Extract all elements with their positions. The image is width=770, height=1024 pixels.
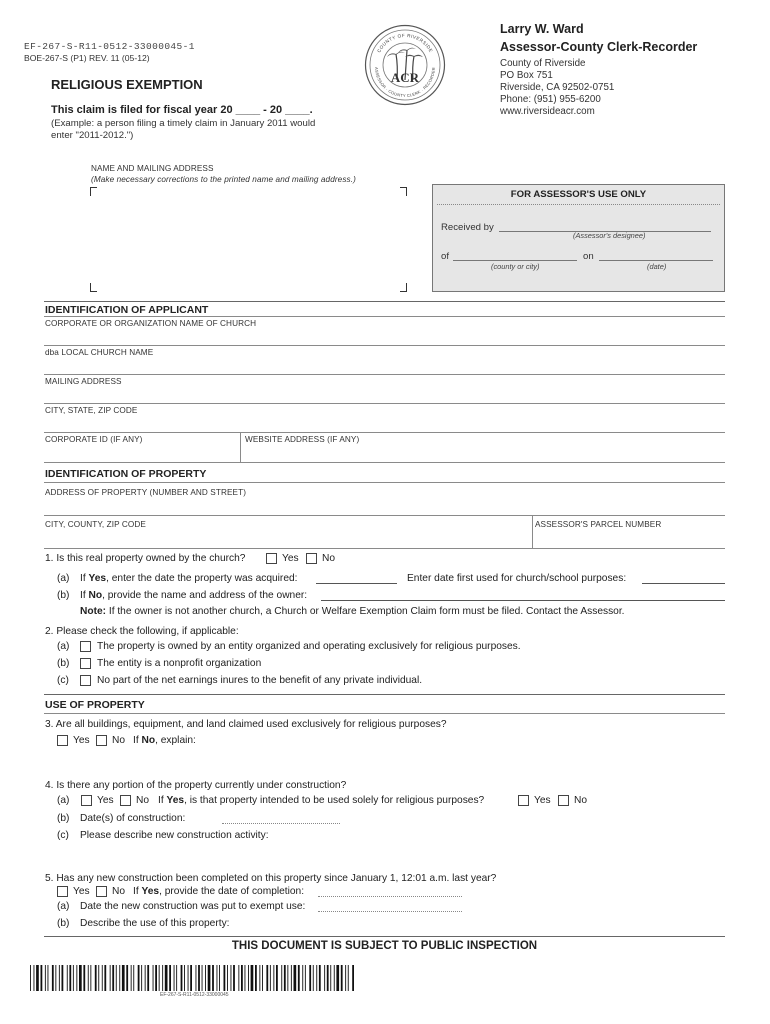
- q5-yes-checkbox[interactable]: [57, 886, 68, 897]
- mailing-address-note: (Make necessary corrections to the printed name and mailing address.): [91, 175, 356, 184]
- barcode-bar: [119, 965, 120, 991]
- address-corner-mark: [400, 187, 407, 196]
- q4c-label: (c): [57, 830, 69, 841]
- barcode-bar: [196, 965, 197, 991]
- q4a-label: (a): [57, 795, 70, 806]
- barcode-bar: [305, 965, 306, 991]
- q1-no-checkbox[interactable]: [306, 553, 317, 564]
- on-label: on: [583, 251, 594, 262]
- q2b-text: The entity is a nonprofit organization: [97, 658, 262, 669]
- barcode-bar: [319, 965, 321, 991]
- applicant-heading: IDENTIFICATION OF APPLICANT: [45, 304, 209, 316]
- church-name-label: CORPORATE OR ORGANIZATION NAME OF CHURCH: [45, 319, 257, 328]
- barcode-bar: [302, 965, 303, 991]
- section-rule: [44, 694, 725, 695]
- barcode-bar: [90, 965, 91, 991]
- barcode-bar: [147, 965, 149, 991]
- barcode-bar: [73, 965, 74, 991]
- barcode-bar: [95, 965, 97, 991]
- address-corner-mark: [90, 283, 97, 292]
- barcode-bar: [190, 965, 192, 991]
- q5-completion-date-field[interactable]: [318, 896, 462, 897]
- q4-yes-checkbox[interactable]: [81, 795, 92, 806]
- q3-no-checkbox[interactable]: [96, 735, 107, 746]
- q5-completion-label: If Yes, provide the date of completion:: [133, 886, 305, 897]
- corporate-id-website-field[interactable]: [44, 462, 725, 463]
- assessor-name: Larry W. Ward: [500, 22, 584, 36]
- barcode-bar: [255, 965, 257, 991]
- barcode-bar: [184, 965, 185, 991]
- barcode-bar: [294, 965, 297, 991]
- q4a-text: If Yes, is that property intended to be used solely for religious purposes?: [158, 795, 485, 806]
- barcode-bar: [153, 965, 154, 991]
- barcode-bar: [324, 965, 325, 991]
- barcode-bar: [287, 965, 288, 991]
- q1b-owner-field[interactable]: [321, 600, 725, 601]
- barcode-bar: [327, 965, 329, 991]
- q2a-checkbox[interactable]: [80, 641, 91, 652]
- barcode-bar: [202, 965, 203, 991]
- barcode-bar: [273, 965, 274, 991]
- barcode-bar: [266, 965, 268, 991]
- corporate-id-label: CORPORATE ID (IF ANY): [45, 435, 143, 444]
- seal-initials: ACR: [390, 70, 420, 85]
- barcode: [30, 965, 355, 991]
- q1-yes-label: Yes: [282, 553, 299, 564]
- q5a-date-field[interactable]: [318, 911, 462, 912]
- county-city-field[interactable]: [453, 260, 577, 261]
- form-title: RELIGIOUS EXEMPTION: [51, 77, 203, 92]
- contact-county: County of Riverside: [500, 58, 586, 69]
- barcode-bar: [45, 965, 46, 991]
- fiscal-year-line: This claim is filed for fiscal year 20 ____ - 20 ____.: [51, 104, 313, 116]
- barcode-bar: [348, 965, 349, 991]
- barcode-bar: [102, 965, 103, 991]
- city-state-zip-field[interactable]: [44, 432, 725, 433]
- barcode-bar: [41, 965, 43, 991]
- barcode-bar: [352, 965, 354, 991]
- form-id: EF-267-S-R11-0512-33000045-1: [24, 41, 195, 52]
- website-label: WEBSITE ADDRESS (IF ANY): [245, 435, 360, 444]
- barcode-bar: [205, 965, 206, 991]
- section-rule: [44, 713, 725, 714]
- q1-note: Note: If the owner is not another church, a Church or Welfare Exemption Claim form must be filed. Contact the Assessor.: [80, 606, 625, 617]
- q3-explain-label: If No, explain:: [133, 735, 196, 746]
- q1a-text: If Yes, enter the date the property was acquired:: [80, 573, 298, 584]
- date-field[interactable]: [599, 260, 713, 261]
- barcode-bar: [181, 965, 183, 991]
- q5-yes-label: Yes: [73, 886, 90, 897]
- barcode-bar: [313, 965, 314, 991]
- q5-no-checkbox[interactable]: [96, 886, 107, 897]
- barcode-bar: [212, 965, 214, 991]
- assessor-box-title: FOR ASSESSOR'S USE ONLY: [510, 189, 647, 200]
- contact-city: Riverside, CA 92502-0751: [500, 82, 615, 93]
- q2a-text: The property is owned by an entity organized and operating exclusively for religious purposes.: [97, 641, 521, 652]
- q1a-acquired-date-field[interactable]: [316, 583, 397, 584]
- field-divider: [532, 515, 533, 548]
- barcode-bar: [262, 965, 263, 991]
- fiscal-example-line-2: enter "2011-2012."): [51, 130, 134, 141]
- seal-ring-bottom: ASSESSOR · COUNTY CLERK · RECORDER: [373, 66, 437, 99]
- q2-text: 2. Please check the following, if applicable:: [45, 626, 239, 637]
- barcode-bar: [48, 965, 49, 991]
- contact-website[interactable]: www.riversideacr.com: [500, 106, 595, 117]
- barcode-bar: [291, 965, 292, 991]
- barcode-bar: [98, 965, 99, 991]
- barcode-bar: [116, 965, 117, 991]
- public-inspection-banner: THIS DOCUMENT IS SUBJECT TO PUBLIC INSPECTION: [231, 940, 538, 952]
- q1-yes-checkbox[interactable]: [266, 553, 277, 564]
- q4a-no-label: No: [574, 795, 588, 806]
- address-corner-mark: [400, 283, 407, 292]
- q3-text: 3. Are all buildings, equipment, and land claimed used exclusively for religious purposes?: [45, 719, 447, 730]
- q1b-label: (b): [57, 590, 70, 601]
- barcode-bar: [174, 965, 175, 991]
- section-rule: [44, 482, 725, 483]
- barcode-bar: [217, 965, 218, 991]
- city-county-zip-label: CITY, COUNTY, ZIP CODE: [45, 520, 146, 529]
- barcode-bar: [276, 965, 278, 991]
- barcode-bar: [110, 965, 111, 991]
- barcode-bar: [316, 965, 317, 991]
- barcode-bar: [309, 965, 311, 991]
- barcode-bar: [131, 965, 132, 991]
- received-by-label: Received by: [441, 222, 494, 233]
- barcode-bar: [55, 965, 56, 991]
- barcode-bar: [227, 965, 228, 991]
- barcode-bar: [122, 965, 125, 991]
- barcode-bar: [208, 965, 211, 991]
- barcode-bar: [30, 965, 31, 991]
- fiscal-example-line-1: (Example: a person filing a timely claim in January 2011 would: [51, 118, 316, 129]
- date-caption: (date): [647, 262, 667, 271]
- section-rule: [44, 301, 725, 302]
- q4-yes-label: Yes: [97, 795, 114, 806]
- contact-phone: Phone: (951) 955-6200: [500, 94, 601, 105]
- barcode-bar: [233, 965, 235, 991]
- barcode-bar: [165, 965, 168, 991]
- barcode-bar: [330, 965, 331, 991]
- q1-text: 1. Is this real property owned by the church?: [45, 553, 246, 564]
- barcode-bar: [270, 965, 271, 991]
- seal-ring-top: COUNTY OF RIVERSIDE: [376, 32, 434, 54]
- barcode-bar: [76, 965, 77, 991]
- barcode-bar: [112, 965, 114, 991]
- barcode-bar: [36, 965, 39, 991]
- church-name-field[interactable]: [44, 345, 725, 346]
- footer-rule: [44, 936, 725, 937]
- barcode-bar: [259, 965, 260, 991]
- q1b-text: If No, provide the name and address of the owner:: [80, 590, 308, 601]
- barcode-bar: [231, 965, 232, 991]
- q4-text: 4. Is there any portion of the property currently under construction?: [45, 780, 347, 791]
- barcode-bar: [83, 965, 85, 991]
- q4-no-checkbox[interactable]: [120, 795, 131, 806]
- barcode-bar: [162, 965, 163, 991]
- q2b-label: (b): [57, 658, 70, 669]
- q4-no-label: No: [136, 795, 150, 806]
- barcode-bar: [141, 965, 142, 991]
- barcode-bar: [248, 965, 249, 991]
- q4a-yes-label: Yes: [534, 795, 551, 806]
- of-label: of: [441, 251, 450, 262]
- q2a-label: (a): [57, 641, 70, 652]
- q3-no-label: No: [112, 735, 126, 746]
- barcode-caption: EF-267-S-R11-0512-33000045: [160, 992, 229, 998]
- q5-no-label: No: [112, 886, 126, 897]
- q5b-label: (b): [57, 918, 70, 929]
- barcode-bar: [345, 965, 346, 991]
- mailing-address-label: NAME AND MAILING ADDRESS: [91, 164, 214, 173]
- q4a-no-checkbox[interactable]: [558, 795, 569, 806]
- q5-text: 5. Has any new construction been completed on this property since January 1, 12:01 a.m. last year?: [45, 873, 497, 884]
- barcode-bar: [67, 965, 68, 991]
- contact-po-box: PO Box 751: [500, 70, 553, 81]
- q5a-text: Date the new construction was put to exempt use:: [80, 901, 306, 912]
- city-county-zip-field[interactable]: [44, 548, 725, 549]
- barcode-bar: [188, 965, 189, 991]
- barcode-bar: [138, 965, 140, 991]
- q1a-label: (a): [57, 573, 70, 584]
- barcode-bar: [104, 965, 106, 991]
- barcode-bar: [145, 965, 146, 991]
- q4b-date-field[interactable]: [222, 823, 340, 824]
- barcode-bar: [69, 965, 71, 991]
- mailing-address-field[interactable]: [44, 403, 725, 404]
- barcode-bar: [341, 965, 343, 991]
- barcode-bar: [159, 965, 160, 991]
- q1-no-label: No: [322, 553, 336, 564]
- barcode-bar: [34, 965, 35, 991]
- q2b-checkbox[interactable]: [80, 658, 91, 669]
- county-seal-logo: [364, 24, 446, 106]
- barcode-bar: [281, 965, 282, 991]
- barcode-bar: [238, 965, 239, 991]
- barcode-bar: [224, 965, 226, 991]
- use-heading: USE OF PROPERTY: [45, 699, 145, 711]
- q4c-text: Please describe new construction activity:: [80, 830, 269, 841]
- barcode-bar: [126, 965, 128, 991]
- dba-label: dba LOCAL CHURCH NAME: [45, 348, 154, 357]
- city-state-zip-label: CITY, STATE, ZIP CODE: [45, 406, 138, 415]
- designee-caption: (Assessor's designee): [573, 231, 646, 240]
- apn-label: ASSESSOR'S PARCEL NUMBER: [535, 520, 662, 529]
- q2c-label: (c): [57, 675, 69, 686]
- barcode-bar: [133, 965, 134, 991]
- barcode-bar: [155, 965, 157, 991]
- q4a-yes-checkbox[interactable]: [518, 795, 529, 806]
- barcode-bar: [79, 965, 82, 991]
- field-divider: [240, 432, 241, 463]
- q5a-label: (a): [57, 901, 70, 912]
- barcode-bar: [334, 965, 335, 991]
- section-rule: [44, 316, 725, 317]
- mailing-address-field-label: MAILING ADDRESS: [45, 377, 122, 386]
- property-address-label: ADDRESS OF PROPERTY (NUMBER AND STREET): [45, 488, 247, 497]
- county-city-caption: (county or city): [491, 262, 540, 271]
- barcode-bar: [241, 965, 243, 991]
- barcode-bar: [176, 965, 177, 991]
- address-corner-mark: [90, 187, 97, 196]
- assessor-role: Assessor-County Clerk-Recorder: [500, 40, 698, 54]
- q3-yes-label: Yes: [73, 735, 90, 746]
- q1a-first-used-label: Enter date first used for church/school purposes:: [407, 573, 627, 584]
- barcode-bar: [169, 965, 171, 991]
- barcode-bar: [62, 965, 64, 991]
- assessor-use-box: [432, 184, 725, 292]
- barcode-bar: [219, 965, 220, 991]
- assessor-box-divider: [437, 204, 720, 205]
- property-heading: IDENTIFICATION OF PROPERTY: [45, 468, 207, 480]
- q1a-first-used-date-field[interactable]: [642, 583, 725, 584]
- barcode-bar: [198, 965, 200, 991]
- barcode-bar: [52, 965, 54, 991]
- q4b-text: Date(s) of construction:: [80, 813, 186, 824]
- dba-field[interactable]: [44, 374, 725, 375]
- form-revision: BOE-267-S (P1) REV. 11 (05-12): [24, 53, 150, 63]
- barcode-bar: [59, 965, 60, 991]
- barcode-bar: [245, 965, 246, 991]
- barcode-bar: [298, 965, 300, 991]
- barcode-bar: [284, 965, 286, 991]
- q4b-label: (b): [57, 813, 70, 824]
- barcode-bar: [251, 965, 254, 991]
- q2c-text: No part of the net earnings inures to the benefit of any private individual.: [97, 675, 423, 686]
- barcode-bar: [336, 965, 339, 991]
- property-address-field[interactable]: [44, 515, 725, 516]
- q2c-checkbox[interactable]: [80, 675, 91, 686]
- barcode-bar: [88, 965, 89, 991]
- q3-yes-checkbox[interactable]: [57, 735, 68, 746]
- q5b-text: Describe the use of this property:: [80, 918, 230, 929]
